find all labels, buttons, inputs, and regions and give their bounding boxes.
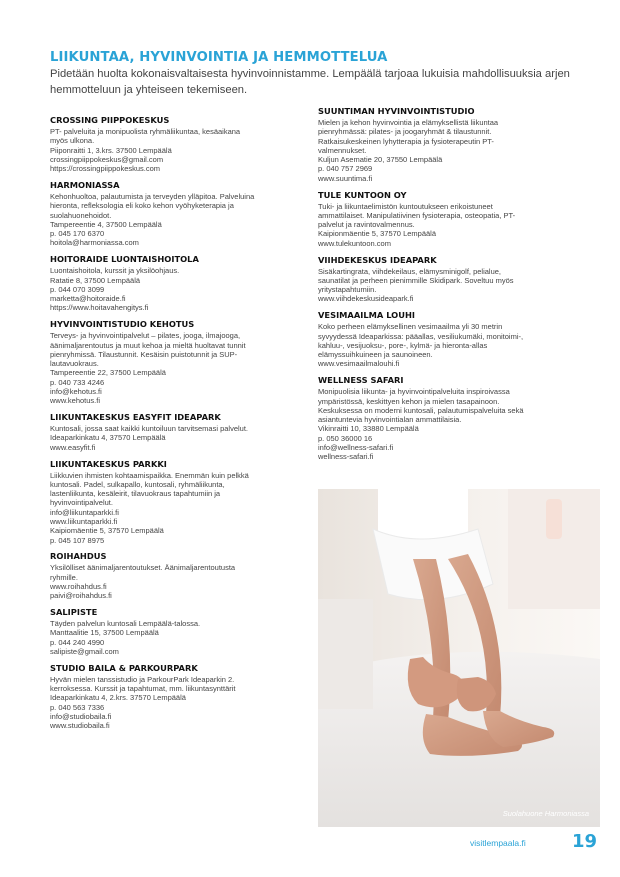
listing-entry <box>50 459 305 545</box>
listing-detail: pienryhmissä. Tilaustunnit. Kesäisin puistotunnit ja SUP- <box>50 349 238 359</box>
listing-detail: Vikinraitti 10, 33880 Lempäälä <box>318 424 419 434</box>
listing-detail: p. 050 36000 16 <box>318 433 373 443</box>
listing-link[interactable]: paivi@roihahdus.fi <box>50 591 112 601</box>
listing-entry <box>50 551 305 600</box>
listing-detail: Tampereentie 4, 37500 Lempäälä <box>50 219 162 229</box>
listing-detail: yritystapahtumiin. <box>318 285 377 295</box>
listing-name: VIIHDEKESKUS IDEAPARK <box>318 254 437 265</box>
listing-detail: Kaipiomäentie 5, 37570 Lempäälä <box>50 526 164 536</box>
listing-detail: hieronta, refleksologia eli koko kehon vyöhyketerapia ja <box>50 201 234 211</box>
page-title: LIIKUNTAA, HYVINVOINTIA JA HEMMOTTELUA <box>50 50 388 65</box>
listing-detail: ryhmille. <box>50 572 78 582</box>
listing-detail: Liikkuvien ihmisten kohtaamispaikka. Enemmän kuin pelkkä <box>50 470 249 480</box>
listing-detail: hyvinvointipalvelut. <box>50 498 113 508</box>
listing-detail: Tampereentie 22, 37500 Lempäälä <box>50 368 166 378</box>
listing-entry <box>50 412 305 452</box>
listing-detail: Hyvän mielen tanssistudio ja ParkourPark Ideaparkin 2. <box>50 674 235 684</box>
photo-caption: Suolahuone Harmoniassa <box>502 809 589 818</box>
listing-detail: kuntosali. Padel, sulkapallo, kuntosali, ryhmäliikunta, <box>50 479 225 489</box>
listing-link[interactable]: www.liikuntaparkki.fi <box>50 517 118 526</box>
listing-link[interactable]: www.easyfit.fi <box>50 442 96 452</box>
listing-entry <box>318 255 573 304</box>
listing-detail: palvelut ja ravintovalmennus. <box>318 220 415 230</box>
listing-detail: kahluu-, vesijuoksu-, pore-, kylmä- ja hieronta-allas <box>318 340 488 350</box>
listing-entry <box>50 607 305 656</box>
listing-detail: Tuki- ja liikuntaelimistön kuntoutukseen erikoistuneet <box>318 201 493 211</box>
listing-detail: p. 040 563 7336 <box>50 702 105 712</box>
listing-link[interactable]: crossingpiippokeskus@gmail.com <box>50 154 164 164</box>
listing-entry <box>50 319 305 405</box>
listing-link[interactable]: info@kehotus.fi <box>50 387 102 397</box>
listing-name: ROIHAHDUS <box>50 551 107 562</box>
listing-name: WELLNESS SAFARI <box>318 375 404 386</box>
listing-detail: Kaipionmäentie 5, 37570 Lempäälä <box>318 229 437 239</box>
listing-name: SUUNTIMAN HYVINVOINTISTUDIO <box>318 106 475 116</box>
listing-detail: p. 040 757 2969 <box>318 164 373 174</box>
listing-link[interactable]: www.suuntima.fi <box>318 173 373 183</box>
listing-entry <box>50 663 305 731</box>
listing-entry <box>50 254 305 312</box>
listing-detail: asiantuntevia hyvinvointialan ammattilaisia. <box>318 415 462 425</box>
listing-entry <box>50 180 305 248</box>
listing-detail: ympäristössä, keskittyen kehon ja mielen tasapainoon. <box>318 396 500 406</box>
listing-detail: Ideaparkinkatu 4, 37570 Lempäälä <box>50 433 166 443</box>
listing-detail: lautavuokraus. <box>50 359 99 369</box>
listing-entry <box>318 106 573 183</box>
listing-detail: Ratkaisukeskeinen lyhytterapia ja fysioterapeutin PT- <box>318 136 494 146</box>
right-column <box>318 106 573 468</box>
listing-detail: p. 045 170 6370 <box>50 229 105 239</box>
listing-detail: Mielen ja kehon hyvinvointia ja elämyksellistä liikuntaa <box>318 118 499 127</box>
listing-detail: Yksilölliset äänimaljarentoutukset. Äänimaljarentoutusta <box>50 563 236 573</box>
listing-name: HARMONIASSA <box>50 179 120 190</box>
listing-detail: Manttaalitie 15, 37500 Lempäälä <box>50 628 159 638</box>
listing-entry <box>318 375 573 461</box>
listing-link[interactable]: wellness-safari.fi <box>318 452 374 462</box>
listing-name: LIIKUNTAKESKUS EASYFIT IDEAPARK <box>50 412 221 423</box>
listing-detail: Ratatie 8, 37500 Lempäälä <box>50 275 141 285</box>
listing-detail: Luontaishoitola, kurssit ja yksilöohjaus. <box>50 266 180 276</box>
listing-detail: Terveys- ja hyvinvointipalvelut – pilates, jooga, ilmajooga, <box>50 331 241 341</box>
footer-url[interactable]: visitlempaala.fi <box>470 838 526 848</box>
listing-link[interactable]: www.vesimaailmalouhi.fi <box>318 359 400 369</box>
listing-name: HYVINVOINTISTUDIO KEHOTUS <box>50 319 195 330</box>
listing-detail: syvyydessä Ideaparkissa: pääallas, vesiliukumäki, monitoimi-, <box>318 331 524 341</box>
listing-detail: Täyden palvelun kuntosali Lempäälä-talossa. <box>50 619 201 629</box>
listing-link[interactable]: salipiste@gmail.com <box>50 646 119 656</box>
listing-detail: PT- palveluita ja monipuolista ryhmäliikuntaa, kesäaikana <box>50 127 241 136</box>
listing-detail: äänimaljarentoutus ja muut kehoa ja mieltä huoltavat tunnit <box>50 340 246 350</box>
listing-detail: Koko perheen elämyksellinen vesimaailma yli 30 metrin <box>318 322 503 332</box>
intro-text: Pidetään huolta kokonaisvaltaisesta hyvinvoinnistamme. Lempäälä tarjoaa lukuisia mahdollisuuksia arjen hemmotteluun ja yhteiseen tekemiseen. <box>50 68 570 96</box>
left-column <box>50 115 305 737</box>
listing-detail: suolahuonehoidot. <box>50 210 112 220</box>
listing-link[interactable]: www.tulekuntoon.com <box>318 238 391 248</box>
listing-entry <box>318 190 573 248</box>
listing-name: STUDIO BAILA & PARKOURPARK <box>50 662 198 673</box>
photo-illustration <box>318 489 600 827</box>
listing-name: LIIKUNTAKESKUS PARKKI <box>50 458 167 469</box>
page-number: 19 <box>572 831 598 852</box>
listing-link[interactable]: https://crossingpiippokeskus.com <box>50 164 161 174</box>
listing-detail: lastenliikunta, kesäleirit, tilavuokraus tapahtumiin ja <box>50 489 221 499</box>
listing-entry <box>50 115 305 173</box>
listing-detail: kerroksessa. Kurssit ja tapahtumat, mm. liikuntasynttärit <box>50 684 236 694</box>
listing-detail: Ideaparkinkatu 4, 2.krs. 37570 Lempäälä <box>50 693 186 703</box>
listing-detail: p. 045 107 8975 <box>50 535 105 545</box>
listing-entry <box>318 310 573 368</box>
listing-link[interactable]: hoitola@harmoniassa.com <box>50 238 139 248</box>
listing-detail: p. 040 733 4246 <box>50 377 105 387</box>
listing-detail: Piiponraitti 1, 3.krs. 37500 Lempäälä <box>50 145 172 155</box>
listing-name: TULE KUNTOON OY <box>318 189 407 200</box>
listing-link[interactable]: info@liikuntaparkki.fi <box>50 507 119 517</box>
listing-detail: Sisäkartingrata, viihdekeilaus, elämysminigolf, pelialue, <box>318 266 502 276</box>
listing-detail: pienryhmässä: pilates- ja joogaryhmät & tilaustunnit. <box>318 127 492 137</box>
listing-link[interactable]: www.kehotus.fi <box>50 396 101 406</box>
listing-detail: p. 044 070 3099 <box>50 284 105 294</box>
listing-detail: Keskuksessa on moderni kuntosali, palautumispalveluita sekä <box>318 405 524 415</box>
listing-link[interactable]: info@studiobaila.fi <box>50 711 112 721</box>
listing-name: CROSSING PIIPPOKESKUS <box>50 115 170 125</box>
listing-name: HOITORAIDE LUONTAISHOITOLA <box>50 254 199 265</box>
listing-link[interactable]: www.roihahdus.fi <box>50 581 107 591</box>
salt-room-photo <box>318 489 600 827</box>
listing-detail: ammattilaiset. Manipulatiivinen fysioterapia, osteopatia, PT- <box>318 210 516 220</box>
listing-link[interactable]: marketta@hoitoraide.fi <box>50 294 126 304</box>
listing-detail: Kuljun Asematie 20, 37550 Lempäälä <box>318 155 443 165</box>
listing-detail: valmennukset. <box>318 145 367 155</box>
listing-link[interactable]: https://www.hoitavahengitys.fi <box>50 303 149 313</box>
listing-detail: elämyssuihkuineen ja saunoineen. <box>318 350 433 360</box>
listing-detail: myös ulkona. <box>50 136 95 146</box>
listing-detail: p. 044 240 4990 <box>50 637 105 647</box>
listing-detail: saunatilat ja perheen pienimmille Skidipark. Soveltuu myös <box>318 275 514 285</box>
listing-link[interactable]: info@wellness-safari.fi <box>318 443 394 453</box>
listing-detail: Kuntosali, jossa saat kaikki kuntoiluun tarvitsemasi palvelut. <box>50 424 249 434</box>
listing-link[interactable]: www.studiobaila.fi <box>50 721 110 731</box>
listing-detail: Kehonhuoltoa, palautumista ja terveyden ylläpitoa. Palveluina <box>50 191 255 201</box>
listing-name: VESIMAAILMA LOUHI <box>318 310 416 321</box>
listing-name: SALIPISTE <box>50 607 98 618</box>
listing-detail: Monipuolisia liikunta- ja hyvinvointipalveluita inspiroivassa <box>318 387 510 397</box>
listing-link[interactable]: www.viihdekeskusideapark.fi <box>318 294 414 304</box>
